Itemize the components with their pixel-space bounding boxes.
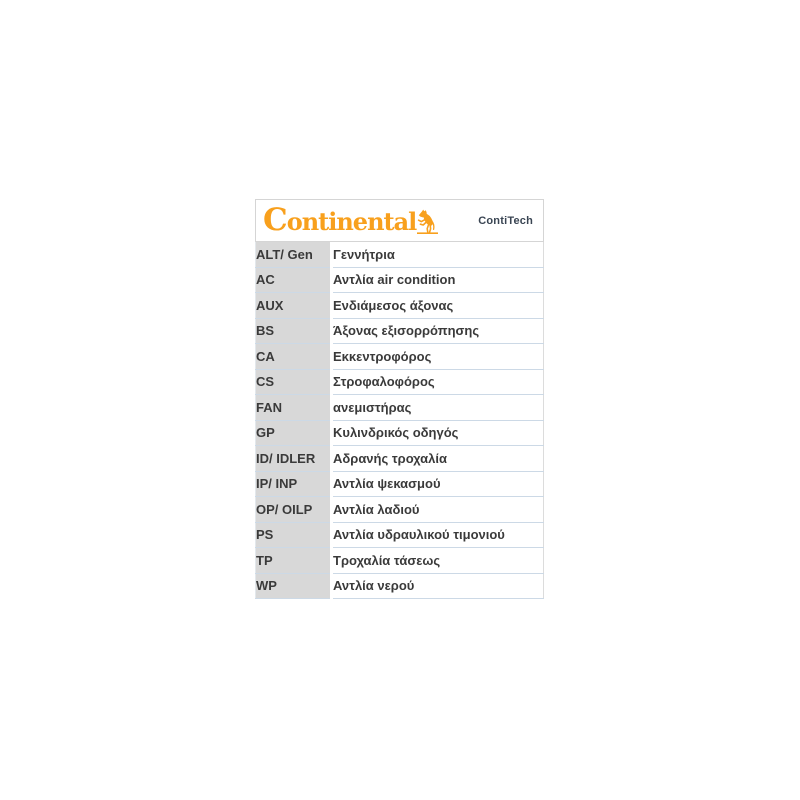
abbreviation-code-cell: AC [256, 267, 332, 293]
abbreviation-table-body [256, 242, 544, 599]
abbreviation-code-cell: FAN [256, 395, 332, 421]
table-row [256, 318, 544, 344]
abbreviation-code-cell: CS [256, 369, 332, 395]
contitech-label: ContiTech [478, 214, 533, 227]
abbreviation-code-cell: AUX [256, 293, 332, 319]
description-cell: Εκκεντροφόρος [332, 344, 544, 370]
horse-icon [417, 209, 438, 234]
description-cell: Αντλία λαδιού [332, 497, 544, 523]
abbreviation-code-cell: OP/ OILP [256, 497, 332, 523]
table-row [256, 344, 544, 370]
description-cell: Τροχαλία τάσεως [332, 548, 544, 574]
table-row [256, 471, 544, 497]
table-row [256, 395, 544, 421]
table-row [256, 573, 544, 599]
table-row [256, 369, 544, 395]
description-cell: Στροφαλοφόρος [332, 369, 544, 395]
abbreviation-code-cell: IP/ INP [256, 471, 332, 497]
description-cell: Άξονας εξισορρόπησης [332, 318, 544, 344]
abbreviation-code-cell: ID/ IDLER [256, 446, 332, 472]
table-row [256, 293, 544, 319]
abbreviation-code-cell: CA [256, 344, 332, 370]
table-row [256, 446, 544, 472]
abbreviation-code-cell: WP [256, 573, 332, 599]
abbreviation-code-cell: PS [256, 522, 332, 548]
description-cell: ανεμιστήρας [332, 395, 544, 421]
description-cell: Γεννήτρια [332, 242, 544, 267]
brand-header [255, 199, 544, 242]
table-row [256, 497, 544, 523]
description-cell: Αντλία ψεκασμού [332, 471, 544, 497]
table-row [256, 267, 544, 293]
abbreviation-code-cell: ALT/ Gen [256, 242, 332, 267]
description-cell: Αδρανής τροχαλία [332, 446, 544, 472]
table-row [256, 420, 544, 446]
abbreviation-code-cell: BS [256, 318, 332, 344]
description-cell: Αντλία air condition [332, 267, 544, 293]
continental-logo [263, 201, 438, 238]
description-cell: Αντλία υδραυλικού τιμονιού [332, 522, 544, 548]
abbreviation-code-cell: TP [256, 548, 332, 574]
description-cell: Κυλινδρικός οδηγός [332, 420, 544, 446]
description-cell: Αντλία νερού [332, 573, 544, 599]
description-cell: Ενδιάμεσος άξονας [332, 293, 544, 319]
abbreviation-code-cell: GP [256, 420, 332, 446]
table-row [256, 242, 544, 267]
table-row [256, 548, 544, 574]
continental-wordmark: Continental [263, 201, 417, 238]
abbreviation-legend-table [255, 242, 544, 599]
legend-panel [255, 199, 544, 599]
table-row [256, 522, 544, 548]
